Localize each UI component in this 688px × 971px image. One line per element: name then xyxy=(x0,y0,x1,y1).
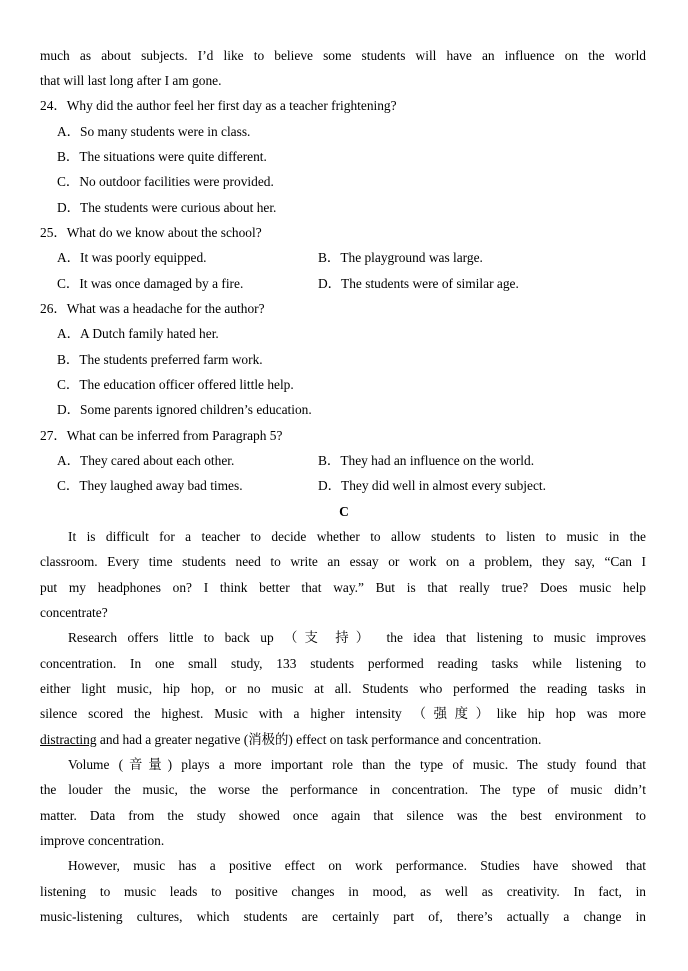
question-27-option-a: A．They cared about each other. xyxy=(57,453,235,468)
passage-p2-line-5-rest: and had a greater negative (消极的) effect on task performance and concentration. xyxy=(96,732,542,747)
question-26-stem: 26．What was a headache for the author? xyxy=(40,301,265,316)
question-26-option-b: B．The students preferred farm work. xyxy=(57,352,263,367)
question-27-stem: 27．What can be inferred from Paragraph 5? xyxy=(40,428,283,443)
intro-line-2: that will last long after I am gone. xyxy=(40,73,222,88)
question-24-option-b: B．The situations were quite different. xyxy=(57,149,267,164)
passage-p1-line-4: concentrate? xyxy=(40,605,108,620)
question-27-option-c: C．They laughed away bad times. xyxy=(57,478,243,493)
passage-p1-line-3: put my headphones on? I think better that way.” But is that really true? Does music help xyxy=(40,580,646,595)
question-25-stem: 25．What do we know about the school? xyxy=(40,225,262,240)
question-26-option-a: A．A Dutch family hated her. xyxy=(57,326,219,341)
question-25-option-d: D．The students were of similar age. xyxy=(318,276,519,291)
question-27-option-b: B．They had an influence on the world. xyxy=(318,453,535,468)
section-heading: C xyxy=(339,504,349,519)
intro-line-1: much as about subjects. I’d like to believe some students will have an influence on the world xyxy=(40,48,646,63)
passage-p4-line-1: However, music has a positive effect on work performance. Studies have showed that xyxy=(68,858,646,873)
passage-p1-line-2: classroom. Every time students need to write an essay or work on a problem, they say, “Can I xyxy=(40,554,646,569)
underlined-word: distracting xyxy=(40,732,97,747)
question-25-option-b: B．The playground was large. xyxy=(318,250,483,265)
question-26-option-c: C．The education officer offered little help. xyxy=(57,377,294,392)
passage-p3-line-3: matter. Data from the study showed once again that silence was the best environment to xyxy=(40,808,646,823)
passage-p2-line-5 xyxy=(40,730,646,750)
question-24-option-a: A．So many students were in class. xyxy=(57,124,251,139)
question-26-option-d: D．Some parents ignored children’s education. xyxy=(57,402,312,417)
passage-p1-line-1: It is difficult for a teacher to decide whether to allow students to listen to music in the xyxy=(68,529,646,544)
passage-p3-line-1: Volume (音量) plays a more important role than the type of music. The study found that xyxy=(68,757,646,772)
passage-p2-line-2: concentration. In one small study, 133 students performed reading tasks while listening to xyxy=(40,656,646,671)
question-27-option-d: D．They did well in almost every subject. xyxy=(318,478,546,493)
question-25-option-a: A．It was poorly equipped. xyxy=(57,250,207,265)
question-24-option-c: C．No outdoor facilities were provided. xyxy=(57,174,274,189)
passage-p3-line-4: improve concentration. xyxy=(40,833,165,848)
passage-p4-line-3: music-listening cultures, which students are certainly part of, there’s actually a change in xyxy=(40,909,646,924)
question-25-option-c: C．It was once damaged by a fire. xyxy=(57,276,244,291)
question-24-option-d: D．The students were curious about her. xyxy=(57,200,277,215)
passage-p3-line-2: the louder the music, the worse the performance in concentration. The type of music didn’t xyxy=(40,782,646,797)
question-24-stem: 24．Why did the author feel her first day as a teacher frightening? xyxy=(40,98,397,113)
passage-p2-line-3: either light music, hip hop, or no music at all. Students who performed the reading tasks in xyxy=(40,681,646,696)
passage-p4-line-2: listening to music leads to positive changes in mood, as well as creativity. In fact, in xyxy=(40,884,646,899)
passage-p2-line-4: silence scored the highest. Music with a higher intensity （强度）like hip hop was more xyxy=(40,706,646,721)
passage-p2-line-1: Research offers little to back up （支 持） the idea that listening to music improves xyxy=(68,630,646,645)
